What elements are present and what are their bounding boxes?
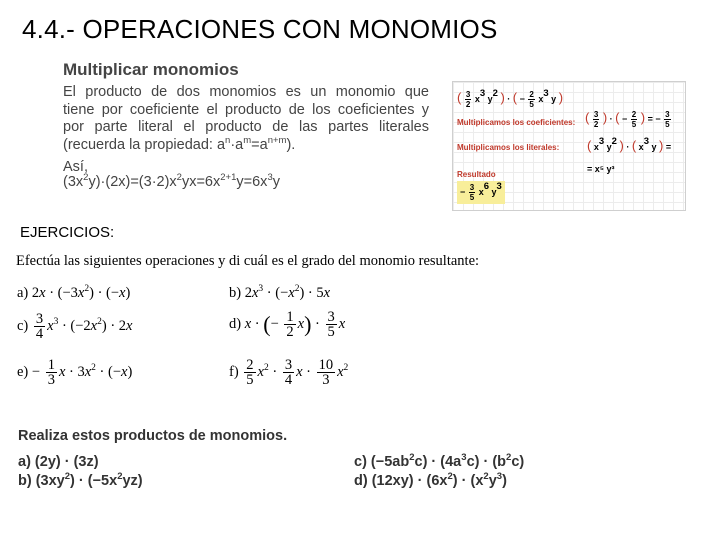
exercise-2d: d) $(12xy) \cdot (6x^2) \cdot (x^2y^3)$	[354, 471, 507, 489]
exercise-set-2-heading: Realiza estos productos de monomios.	[18, 428, 288, 444]
theory-asi: Así,	[63, 159, 88, 175]
theory-paragraph	[63, 84, 429, 154]
final-result: − $\frac{3}{5}$ $x^6$ $y^3$	[457, 181, 505, 204]
theory-property-line: (recuerda la propiedad: $a^n\cdot a^m=a^{n+m}$).	[63, 134, 296, 153]
coef-label: Multiplicamos los coeficientes:	[457, 118, 576, 127]
coef-product: ( $\frac{3}{2}$ ) · ( − $\frac{2}{5}$ ) = − $\frac{3}{5}$	[585, 110, 670, 130]
lit-product: ( $x^3$ $y^2$ ) · ( $x^3$ y ) =	[587, 136, 672, 153]
ejercicios-label: EJERCICIOS:	[20, 224, 115, 241]
theory-heading: Multiplicar monomios	[63, 60, 239, 79]
exercise-1d: d) x · (− $\frac{1}{2}$ x) · $\frac{3}{5}$ x	[229, 309, 346, 340]
theory-line: El producto de dos monomios es un monomio que	[63, 84, 429, 100]
exercise-1e: e) − $\frac{1}{3}$ $x \cdot 3x^2 \cdot (-x)$	[17, 357, 133, 388]
result-label: Resultado	[457, 170, 496, 179]
theory-example-expression: $(3x^2y)\cdot(2x)=(3\cdot 2)x^2yx=6x^{2+1}y=6x^3y$	[63, 172, 280, 190]
example-product: ( $\frac{3}{2}$ $x^3$ $y^2$ ) · ( − $\frac{2}{5}$ $x^3$ y )	[457, 88, 564, 110]
exercise-2c: c) $(-5ab^2c) \cdot (4a^3c) \cdot (b^2c)$	[354, 452, 525, 470]
exercise-1b: b) $2x^3 \cdot (-x^2) \cdot 5x$	[229, 284, 331, 301]
exercise-2b: b) $(3xy^2) \cdot (-5x^2yz)$	[18, 471, 143, 489]
theory-line: por parte literal el producto de las partes literales	[63, 119, 429, 135]
lit-result: = x⁵ y³	[587, 164, 615, 174]
worked-example-box	[452, 81, 686, 211]
exercise-set-1-heading: Efectúa las siguientes operaciones y di cuál es el grado del monomio resultante:	[16, 253, 480, 269]
exercise-1a: a) $2x \cdot (-3x^2) \cdot (-x)$	[17, 284, 131, 301]
theory-line: tiene por coeficiente el producto de los coeficientes y	[63, 101, 429, 118]
exercise-1c: c) $\frac{3}{4}$ $x^3 \cdot (-2x^2) \cdot 2x$	[17, 311, 133, 342]
exercise-1f: f) $\frac{2}{5}$ $x^2$ · $\frac{3}{4}$ x · $\frac{10}{3}$ $x^2$	[229, 357, 349, 388]
exercise-2a: a) (2y) · (3z)	[18, 454, 99, 470]
lit-label: Multiplicamos los literales:	[457, 143, 560, 152]
page-title: 4.4.- OPERACIONES CON MONOMIOS	[22, 14, 498, 44]
